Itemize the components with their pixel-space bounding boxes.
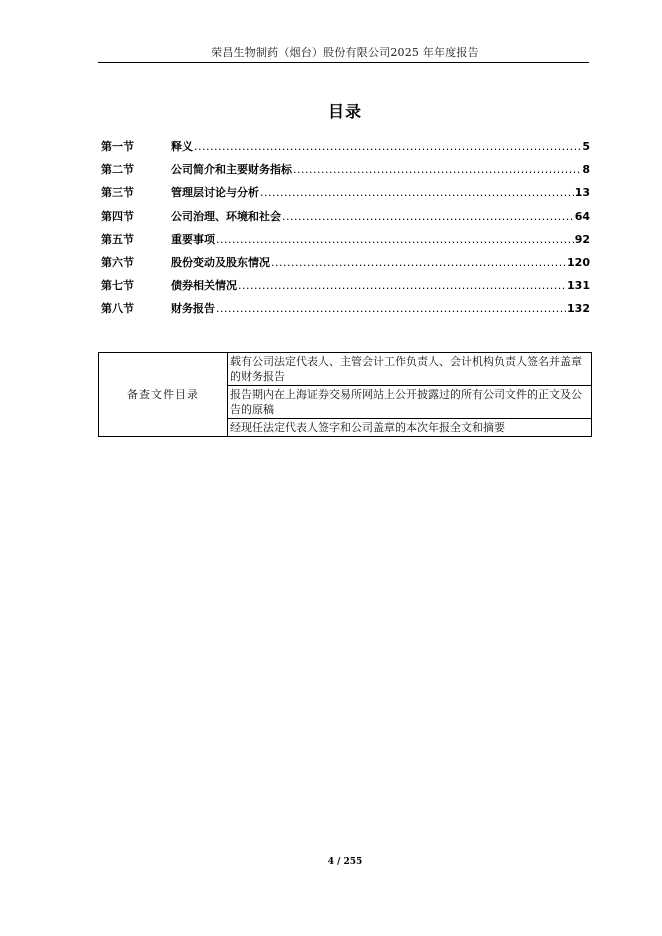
toc-heading: 目录: [327, 102, 362, 121]
toc-section-number: 第一节: [101, 140, 134, 153]
toc-section-title: 重要事项: [171, 232, 215, 246]
toc-section-number: 第七节: [101, 279, 134, 293]
toc-entry[interactable]: [101, 184, 590, 207]
toc-dot-leader: [194, 140, 581, 153]
toc-dot-leader: [260, 186, 574, 199]
toc-entry[interactable]: [101, 231, 590, 254]
toc-section-title: 债券相关情况: [171, 279, 237, 293]
toc-section-title: 管理层讨论与分析: [171, 186, 259, 200]
reference-document-item: 报告期内在上海证券交易所网站上公开披露过的所有公司文件的正文及公告的原稿: [228, 386, 592, 419]
toc-entry[interactable]: [101, 277, 590, 300]
toc-section-number: 第四节: [101, 209, 134, 223]
toc-section-title: 公司治理、环境和社会: [171, 209, 281, 223]
toc-section-title: 公司简介和主要财务指标: [171, 163, 292, 177]
toc-page-number: 92: [574, 232, 590, 246]
toc-section-number: 第三节: [101, 186, 134, 200]
toc-dot-leader: [238, 279, 566, 292]
toc-entry[interactable]: [101, 208, 590, 231]
reference-document-item: 载有公司法定代表人、主管会计工作负责人、会计机构负责人签名并盖章的财务报告: [228, 353, 592, 386]
toc-entry[interactable]: [101, 300, 590, 323]
running-header: 荣昌生物制药（烟台）股份有限公司2025 年年度报告: [211, 46, 479, 59]
toc-section-title: 释义: [171, 140, 193, 153]
header-rule: [98, 62, 589, 63]
toc-section-number: 第五节: [101, 232, 134, 246]
toc-section-number: 第二节: [101, 163, 134, 177]
page-number: 4 / 255: [327, 857, 363, 867]
toc-page-number: 5: [582, 140, 590, 153]
toc-section-title: 股份变动及股东情况: [171, 255, 270, 269]
toc-section-number: 第八节: [101, 302, 134, 316]
toc-entry[interactable]: [101, 254, 590, 277]
toc-entry[interactable]: [101, 138, 590, 161]
toc-dot-leader: [216, 302, 566, 315]
toc-page-number: 132: [567, 302, 590, 316]
reference-document-item: 经现任法定代表人签字和公司盖章的本次年报全文和摘要: [228, 419, 592, 437]
reference-documents-table: [98, 352, 592, 437]
toc-section-number: 第六节: [101, 255, 134, 269]
toc-dot-leader: [271, 256, 566, 269]
toc-page-number: 13: [574, 186, 590, 200]
toc-dot-leader: [282, 210, 574, 223]
toc-entry[interactable]: [101, 161, 590, 184]
toc-page-number: 8: [582, 163, 590, 177]
reference-documents-label: 备查文件目录: [99, 353, 228, 437]
table-of-contents: [101, 138, 590, 324]
toc-section-title: 财务报告: [171, 302, 215, 316]
toc-dot-leader: [293, 163, 581, 176]
table-row: [99, 353, 592, 386]
toc-dot-leader: [216, 233, 574, 246]
toc-page-number: 64: [574, 209, 590, 223]
toc-page-number: 131: [567, 279, 590, 293]
toc-page-number: 120: [567, 255, 590, 269]
